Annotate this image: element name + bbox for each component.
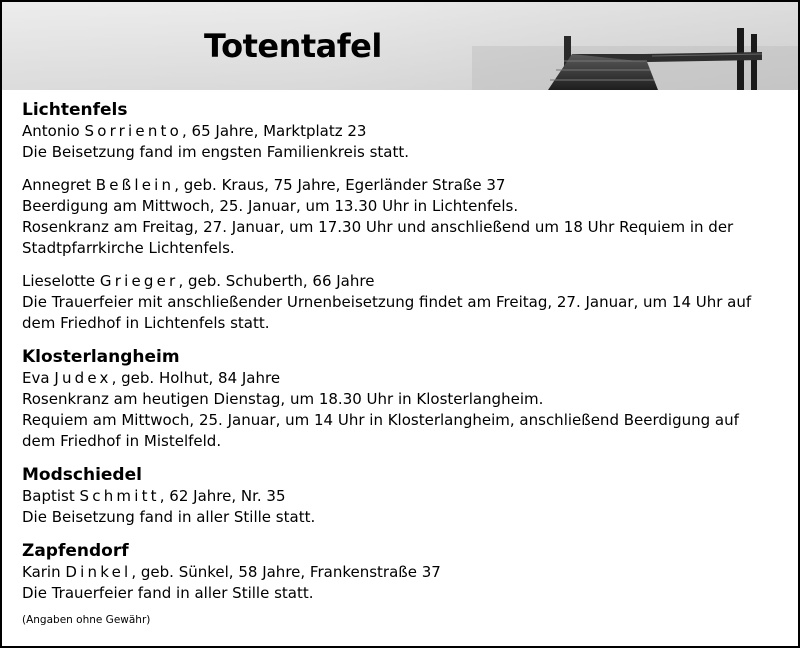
detail-line: Rosenkranz am heutigen Dienstag, um 18.30 Uhr in Klosterlangheim. [22, 390, 544, 408]
detail-line: Rosenkranz am Freitag, 27. Januar, um 17.30 Uhr und anschließend um 18 Uhr Requiem in der [22, 218, 734, 236]
first-name: Baptist [22, 487, 75, 505]
detail-line: Die Trauerfeier mit anschließender Urnenbeisetzung findet am Freitag, 27. Januar, um 14 Uhr auf [22, 293, 752, 311]
surname: Judex [54, 369, 112, 387]
detail-line: Die Beisetzung fand im engsten Familienkreis statt. [22, 143, 409, 161]
obituary-entry [22, 121, 782, 163]
details: , geb. Schuberth, 66 Jahre [178, 272, 375, 290]
detail-line: Beerdigung am Mittwoch, 25. Januar, um 13.30 Uhr in Lichtenfels. [22, 197, 519, 215]
detail-line: Requiem am Mittwoch, 25. Januar, um 14 Uhr in Klosterlangheim, anschließend Beerdigung auf [22, 411, 739, 429]
town-heading: Modschiedel [22, 465, 142, 485]
obituary-entry [22, 271, 782, 334]
header-banner [2, 2, 798, 90]
surname: Beßlein [95, 176, 175, 194]
town-heading: Zapfendorf [22, 541, 129, 561]
obituary-entry [22, 486, 782, 528]
first-name: Eva [22, 369, 50, 387]
surname: Sorriento [84, 122, 182, 140]
details: , geb. Sünkel, 58 Jahre, Frankenstraße 37 [131, 563, 441, 581]
town-heading: Lichtenfels [22, 100, 128, 120]
pier-lake-photo [2, 2, 798, 90]
town-section [22, 464, 782, 528]
details: , geb. Kraus, 75 Jahre, Egerländer Straße 37 [174, 176, 506, 194]
first-name: Annegret [22, 176, 91, 194]
details: , 62 Jahre, Nr. 35 [159, 487, 286, 505]
detail-line: Die Trauerfeier fand in aller Stille statt. [22, 584, 314, 602]
first-name: Karin [22, 563, 61, 581]
details: , geb. Holhut, 84 Jahre [111, 369, 281, 387]
first-name: Lieselotte [22, 272, 96, 290]
town-section [22, 346, 782, 452]
surname: Schmitt [79, 487, 160, 505]
town-heading: Klosterlangheim [22, 347, 180, 367]
deceased-line [22, 562, 782, 583]
obituary-entry [22, 368, 782, 452]
page-title: Totentafel [204, 27, 382, 65]
detail-line: dem Friedhof in Mistelfeld. [22, 432, 222, 450]
town-section [22, 540, 782, 604]
first-name: Antonio [22, 122, 80, 140]
surname: Grieger [99, 272, 179, 290]
notice-list [22, 97, 782, 616]
detail-line: dem Friedhof in Lichtenfels statt. [22, 314, 270, 332]
deceased-line [22, 368, 782, 389]
deceased-line [22, 121, 782, 142]
details: , 65 Jahre, Marktplatz 23 [182, 122, 367, 140]
obituary-entry [22, 562, 782, 604]
obituary-entry [22, 175, 782, 259]
surname: Dinkel [65, 563, 132, 581]
deceased-line [22, 271, 782, 292]
deceased-line [22, 486, 782, 507]
disclaimer: (Angaben ohne Gewähr) [22, 614, 151, 626]
deceased-line [22, 175, 782, 196]
detail-line: Die Beisetzung fand in aller Stille statt. [22, 508, 316, 526]
detail-line: Stadtpfarrkirche Lichtenfels. [22, 239, 235, 257]
town-section [22, 99, 782, 334]
